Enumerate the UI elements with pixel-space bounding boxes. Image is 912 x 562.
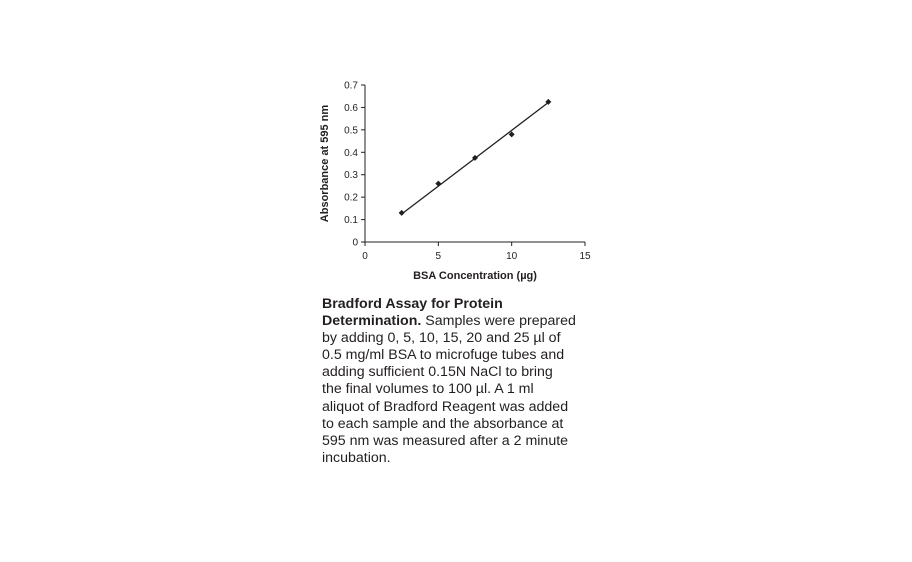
x-axis-ticks — [362, 242, 591, 262]
y-axis-title: Absorbance at 595 nm — [319, 104, 331, 223]
x-tick-label: 10 — [506, 251, 518, 262]
caption-line: Samples were prepared — [425, 313, 576, 330]
caption-line: 595 nm was measured after a 2 minute — [322, 432, 569, 449]
y-tick-label: 0.4 — [344, 147, 358, 159]
y-tick-label: 0.5 — [344, 125, 358, 137]
bradford-standard-curve-chart — [300, 70, 620, 290]
y-tick-label: 0.3 — [344, 170, 358, 182]
caption-line: incubation. — [322, 449, 391, 466]
y-tick-label: 0.2 — [344, 192, 358, 204]
caption-line: the final volumes to 100 µl. A 1 ml — [322, 381, 534, 398]
y-axis-ticks — [344, 81, 365, 249]
y-tick-label: 0.1 — [344, 215, 358, 227]
y-tick-label: 0.6 — [344, 102, 358, 114]
data-point — [435, 181, 441, 187]
caption-line: by adding 0, 5, 10, 15, 20 and 25 µl of — [322, 330, 561, 347]
chart-axes — [365, 85, 585, 242]
x-tick-label: 0 — [362, 251, 368, 262]
x-tick-label: 5 — [435, 251, 442, 262]
x-tick-label: 15 — [579, 251, 591, 262]
caption-line: 0.5 mg/ml BSA to microfuge tubes and — [322, 347, 565, 364]
caption-title: Bradford Assay for Protein Determination. — [322, 296, 503, 330]
y-tick-label: 0.7 — [344, 80, 358, 92]
caption-line: aliquot of Bradford Reagent was added — [322, 398, 569, 415]
data-point — [399, 210, 405, 216]
caption-line: to each sample and the absorbance at — [322, 415, 564, 432]
y-tick-label: 0 — [352, 237, 358, 249]
x-axis-title: BSA Concentration (µg) — [413, 270, 537, 282]
figure-caption — [322, 296, 592, 467]
caption-line: adding sufficient 0.15N NaCl to bring — [322, 364, 553, 381]
